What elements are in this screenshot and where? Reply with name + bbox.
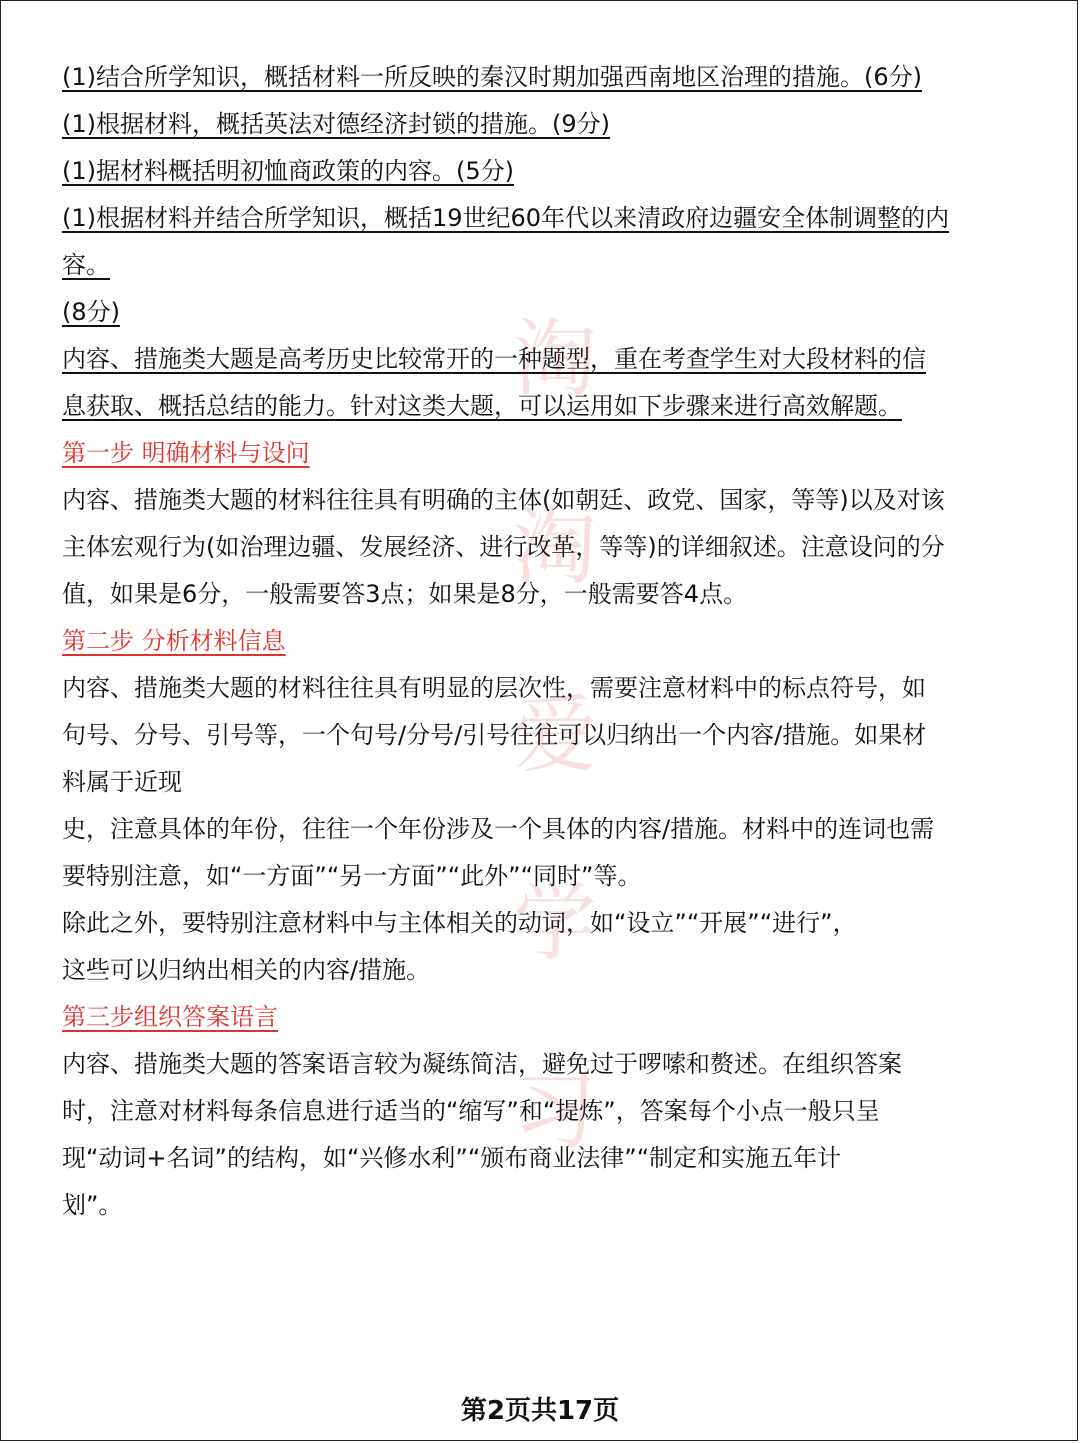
step-1-text: 内容、措施类大题的材料往往具有明确的主体(如朝廷、政党、国家，等等)以及对该 [62, 486, 945, 514]
intro-text: 息获取、概括总结的能力。针对这类大题，可以运用如下步骤来进行高效解题。 [62, 392, 902, 420]
step-2-text: 内容、措施类大题的材料往往具有明显的层次性，需要注意材料中的标点符号，如 [62, 674, 926, 702]
step-3-text: 内容、措施类大题的答案语言较为凝练简洁，避免过于啰嗦和赘述。在组织答案 [62, 1050, 902, 1078]
step-1-title: 第一步 明确材料与设问 [62, 439, 310, 467]
step-1-title-line [62, 430, 1022, 477]
step-2-text: 这些可以归纳出相关的内容/措施。 [62, 956, 431, 984]
step-3-text: 现“动词+名词”的结构，如“兴修水利”“颁布商业法律”“制定和实施五年计 [62, 1144, 842, 1172]
step-3-text: 时，注意对材料每条信息进行适当的“缩写”和“提炼”，答案每个小点一般只呈 [62, 1097, 880, 1125]
step-1-text: 主体宏观行为(如治理边疆、发展经济、进行改革，等等)的详细叙述。注意设问的分 [62, 533, 945, 561]
watermark: 淘淘爱学习 [512, 310, 597, 1160]
step-3-title: 第三步组织答案语言 [62, 1003, 278, 1031]
step-2-text: 除此之外，要特别注意材料中与主体相关的动词，如“设立”“开展”“进行”， [62, 909, 857, 937]
question-text: (1)结合所学知识，概括材料一所反映的秦汉时期加强西南地区治理的措施。(6分) [62, 63, 922, 91]
question-line [62, 242, 1022, 289]
page-number: 第2页共17页 [460, 1396, 620, 1426]
question-text: 容。 [62, 251, 110, 279]
step-2-text: 料属于近现 [62, 768, 182, 796]
intro-line [62, 336, 1022, 383]
question-text: (1)根据材料，概括英法对德经济封锁的措施。(9分) [62, 110, 610, 138]
step-2-title-line [62, 618, 1022, 665]
question-text: (8分) [62, 298, 120, 326]
step-2-title: 第二步 分析材料信息 [62, 627, 286, 655]
step-1-text: 值，如果是6分，一般需要答3点；如果是8分，一般需要答4点。 [62, 580, 748, 608]
step-3-text: 划”。 [62, 1191, 123, 1219]
intro-text: 内容、措施类大题是高考历史比较常开的一种题型，重在考查学生对大段材料的信 [62, 345, 926, 373]
question-line [62, 54, 1022, 101]
intro-line [62, 383, 1022, 430]
question-line [62, 101, 1022, 148]
step-2-text: 句号、分号、引号等，一个句号/分号/引号往往可以归纳出一个内容/措施。如果材 [62, 721, 927, 749]
document-body [62, 54, 1022, 1229]
question-text: (1)据材料概括明初恤商政策的内容。(5分) [62, 157, 514, 185]
step-2-text: 要特别注意，如“一方面”“另一方面”“此外”“同时”等。 [62, 862, 642, 890]
question-line [62, 148, 1022, 195]
step-3-title-line [62, 994, 1022, 1041]
question-text: (1)根据材料并结合所学知识，概括19世纪60年代以来清政府边疆安全体制调整的内 [62, 204, 950, 232]
step-2-text: 史，注意具体的年份，往往一个年份涉及一个具体的内容/措施。材料中的连词也需 [62, 815, 935, 843]
question-line [62, 289, 1022, 336]
question-line [62, 195, 1022, 242]
